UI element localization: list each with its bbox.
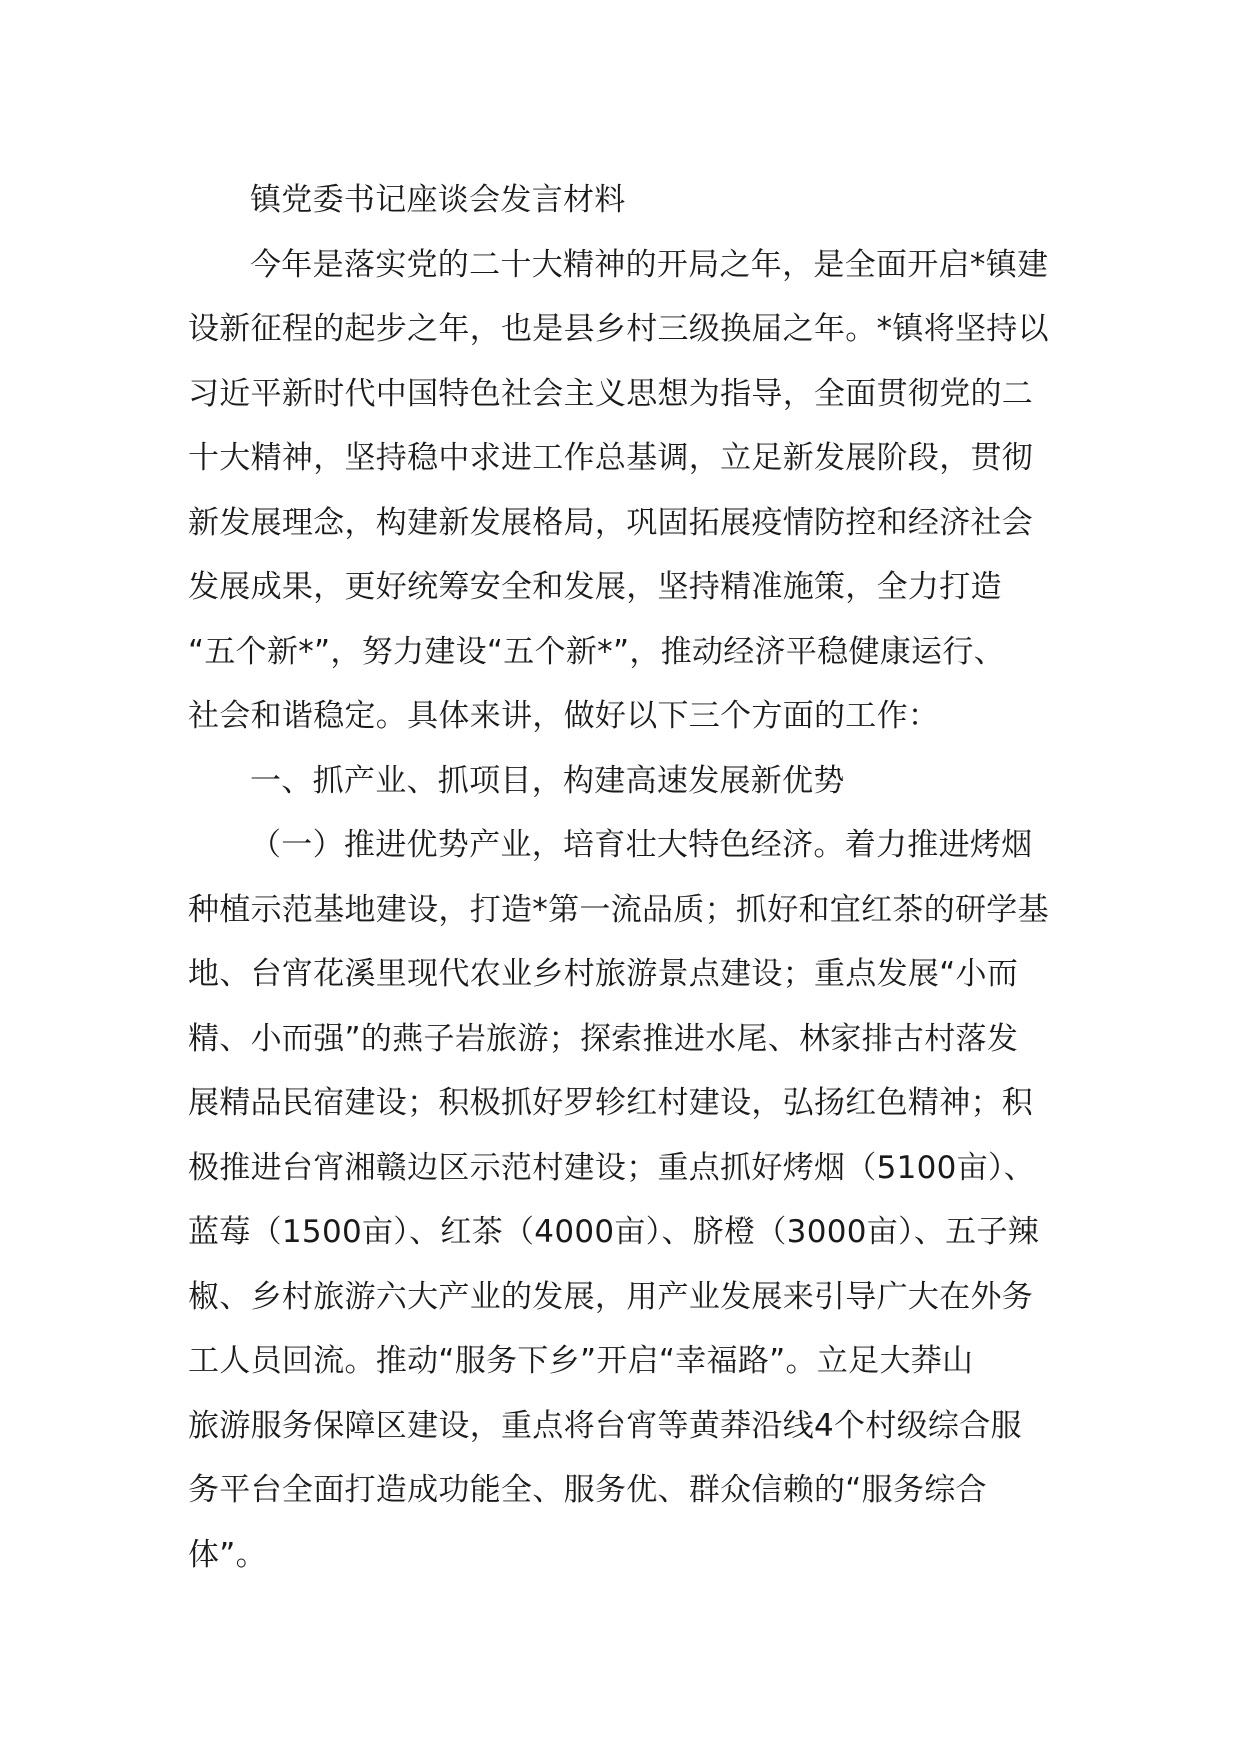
paragraph-line: 务平台全面打造成功能全、服务优、群众信赖的“服务综合 — [188, 1472, 987, 1508]
section-heading: 一、抓产业、抓项目，构建高速发展新优势 — [250, 762, 845, 799]
paragraph-line: “五个新*”，努力建设“五个新*”，推动经济平稳健康运行、 — [188, 633, 1005, 670]
paragraph-line: 旅游服务保障区建设，重点将台宵等黄莽沿线4个村级综合服 — [188, 1407, 1022, 1444]
document-title: 镇党委书记座谈会发言材料 — [250, 182, 626, 218]
paragraph-line: 精、小而强”的燕子岩旅游；探索推进水尾、林家排古村落发 — [188, 1020, 1019, 1057]
paragraph-industry — [188, 813, 1068, 1587]
paragraph-line: 十大精神，坚持稳中求进工作总基调，立足新发展阶段，贯彻 — [188, 440, 1034, 476]
paragraph-line: 体”。 — [188, 1536, 267, 1573]
paragraph-line: 椒、乡村旅游六大产业的发展，用产业发展来引导广大在外务 — [188, 1278, 1034, 1315]
paragraph-line: 极推进台宵湘赣边区示范村建设；重点抓好烤烟（5100亩）、 — [188, 1149, 1036, 1186]
paragraph-line: 今年是落实党的二十大精神的开局之年，是全面开启*镇建 — [250, 246, 1049, 283]
paragraph-line: 工人员回流。推动“服务下乡”开启“幸福路”。立足大莽山 — [188, 1343, 974, 1379]
paragraph-line: 设新征程的起步之年，也是县乡村三级换届之年。*镇将坚持以 — [188, 311, 1049, 347]
paragraph-line: 发展成果，更好统筹安全和发展，坚持精准施策，全力打造 — [188, 569, 1002, 605]
paragraph-line: 地、台宵花溪里现代农业乡村旅游景点建设；重点发展“小而 — [188, 956, 1019, 992]
paragraph-intro — [188, 233, 1068, 749]
paragraph-line: 蓝莓（1500亩）、红茶（4000亩）、脐橙（3000亩）、五子辣 — [188, 1214, 1040, 1250]
document-body — [188, 168, 1068, 1587]
paragraph-line: 展精品民宿建设；积极抓好罗轸红村建设，弘扬红色精神；积 — [188, 1085, 1034, 1121]
paragraph-line: 新发展理念，构建新发展格局，巩固拓展疫情防控和经济社会 — [188, 504, 1034, 541]
paragraph-line: （一）推进优势产业，培育壮大特色经济。着力推进烤烟 — [250, 827, 1033, 863]
paragraph-line: 习近平新时代中国特色社会主义思想为指导，全面贯彻党的二 — [188, 375, 1034, 412]
paragraph-line: 种植示范基地建设，打造*第一流品质；抓好和宜红茶的研学基 — [188, 891, 1049, 928]
paragraph-line: 社会和谐稳定。具体来讲，做好以下三个方面的工作： — [188, 698, 940, 734]
